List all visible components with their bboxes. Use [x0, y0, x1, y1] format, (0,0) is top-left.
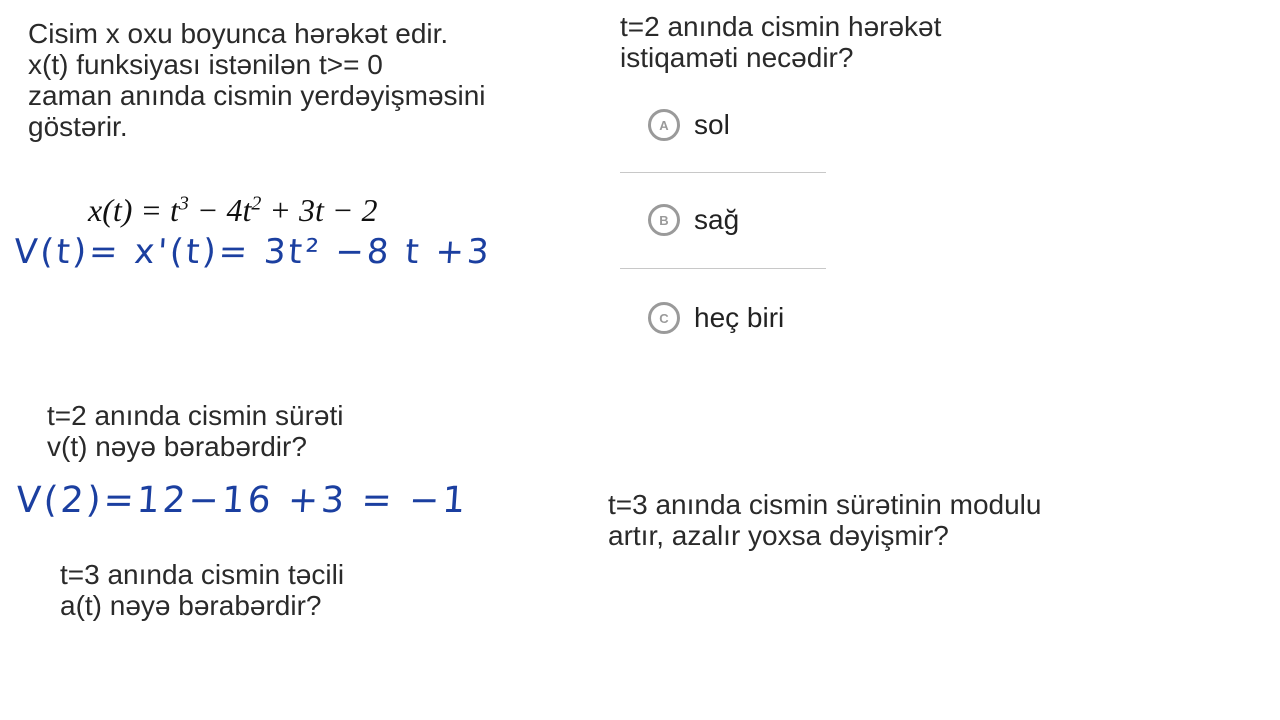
question-direction: t=2 anında cismin hərəkət istiqaməti necədir?: [620, 11, 942, 73]
handwritten-velocity-at-2: V(2)=12−16 +3 = −1: [14, 480, 470, 521]
question-speed-change: t=3 anında cismin sürətinin modulu artır, azalır yoxsa dəyişmir?: [608, 489, 1042, 551]
equation-rhs: + 3t − 2: [261, 192, 378, 228]
equation-middle: − 4t: [188, 192, 252, 228]
question-velocity: t=2 anında cismin sürəti v(t) nəyə bərabərdir?: [47, 400, 344, 462]
problem-statement: Cisim x oxu boyunca hərəkət edir. x(t) funksiyası istənilən t>= 0 zaman anında cismin yerdəyişməsini göstərir.: [28, 18, 486, 142]
position-equation: [88, 192, 377, 229]
equation-power-3: 3: [178, 192, 189, 215]
option-a[interactable]: [620, 95, 826, 155]
option-b-letter-icon: B: [648, 204, 680, 236]
option-b-label: sağ: [694, 204, 740, 235]
option-divider: [620, 172, 826, 173]
question-acceleration: t=3 anında cismin təcili a(t) nəyə bərabərdir?: [60, 559, 345, 621]
equation-lhs: x(t) = t: [88, 192, 179, 228]
handwritten-velocity-derivation: V(t)= x'(t)= 3t² −8 t +3: [12, 232, 494, 272]
option-divider: [620, 268, 826, 269]
equation-power-2: 2: [251, 192, 262, 215]
option-c-letter-icon: C: [648, 302, 680, 334]
option-c[interactable]: [620, 288, 826, 348]
option-a-label: sol: [694, 109, 730, 140]
option-b[interactable]: [620, 190, 826, 250]
option-a-letter-icon: A: [648, 109, 680, 141]
option-c-label: heç biri: [694, 302, 785, 333]
